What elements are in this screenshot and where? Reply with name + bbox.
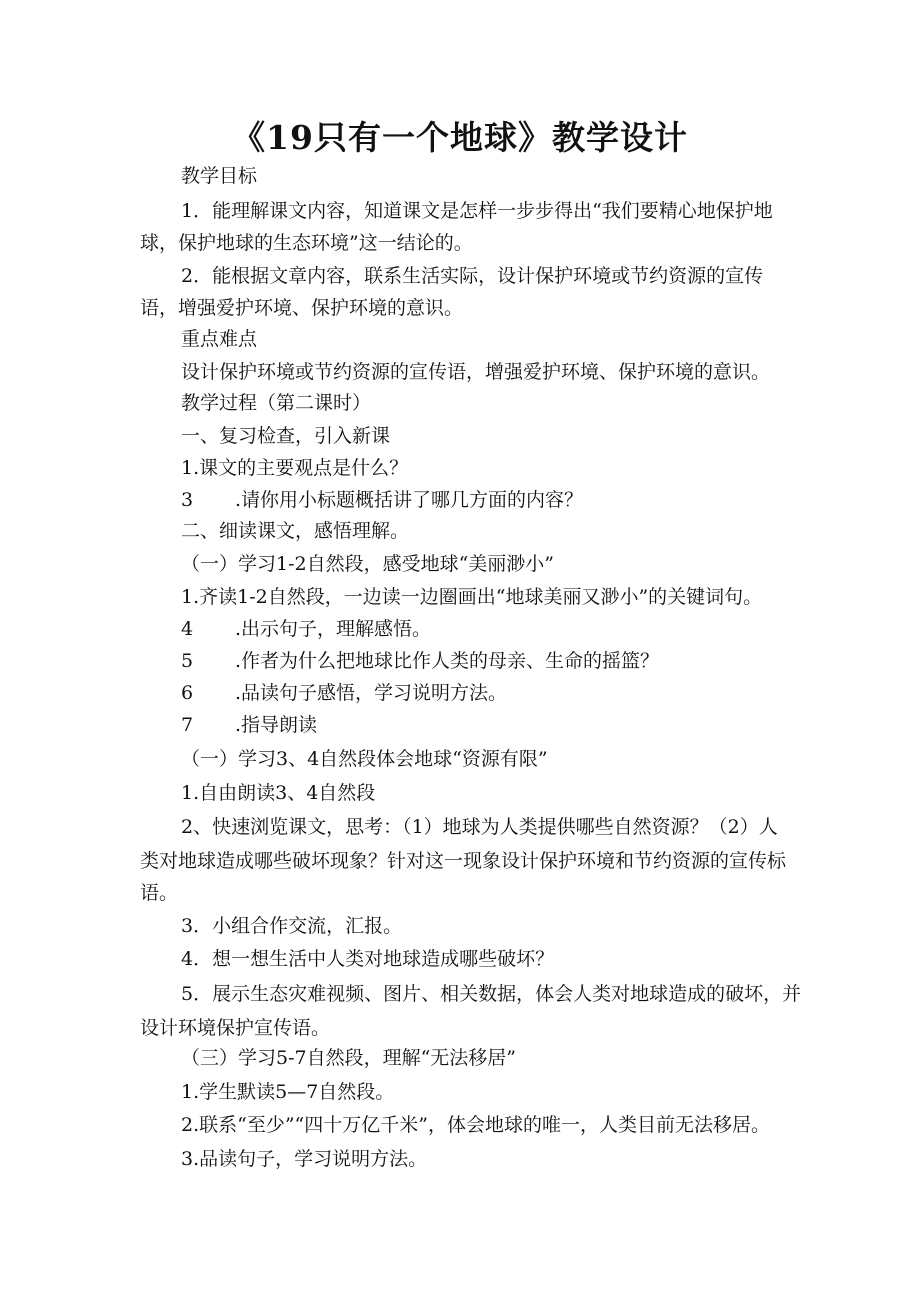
list-item	[181, 713, 317, 737]
paragraph-line: 1．能理解课文内容，知道课文是怎样一步步得出“我们要精心地保护地	[181, 200, 773, 222]
list-item: 3.品读句子，学习说明方法。	[181, 1148, 428, 1170]
list-item-number: 6	[181, 682, 194, 704]
subsection-heading: （一）学习1-2自然段，感受地球“美丽渺小”	[181, 553, 555, 575]
heading-process: 教学过程（第二课时）	[181, 392, 372, 414]
list-item	[181, 681, 507, 705]
list-item-text: .品读句子感悟，学习说明方法。	[235, 682, 508, 704]
list-item	[181, 488, 583, 512]
paragraph-line: 5．展示生态灾难视频、图片、相关数据，体会人类对地球造成的破坏，并	[181, 983, 802, 1005]
paragraph-line: 类对地球造成哪些破坏现象？针对这一现象设计保护环境和节约资源的宣传标	[140, 850, 787, 872]
list-item: 1.学生默读5—7自然段。	[181, 1081, 395, 1103]
list-item-text: .指导朗读	[235, 714, 318, 736]
paragraph-line: 球，保护地球的生态环境”这一结论的。	[140, 232, 473, 254]
list-item: 3．小组合作交流，汇报。	[181, 915, 403, 937]
list-item: 1.齐读1-2自然段，一边读一边圈画出“地球美丽又渺小”的关键词句。	[181, 586, 763, 608]
list-item: 1.自由朗读3、4自然段	[181, 782, 376, 804]
list-item-text: .作者为什么把地球比作人类的母亲、生命的摇篮？	[235, 650, 660, 672]
paragraph-line: 设计环境保护宣传语。	[140, 1017, 331, 1039]
list-item	[181, 617, 431, 641]
paragraph-line: 2．能根据文章内容，联系生活实际，设计保护环境或节约资源的宣传	[181, 265, 764, 287]
list-item: 1.课文的主要观点是什么？	[181, 457, 409, 479]
subsection-heading: （三）学习5-7自然段，理解“无法移居”	[181, 1047, 517, 1069]
list-item-number: 4	[181, 618, 194, 640]
document-title: 《19只有一个地球》教学设计	[232, 118, 688, 157]
heading-key-points: 重点难点	[181, 328, 258, 350]
list-item: 2.联系“至少”“四十万亿千米”，体会地球的唯一，人类目前无法移居。	[181, 1114, 770, 1136]
section-heading: 二、细读课文，感悟理解。	[181, 520, 410, 542]
list-item-number: 3	[181, 489, 194, 511]
subsection-heading: （一）学习3、4自然段体会地球“资源有限”	[181, 748, 548, 770]
paragraph-line: 语，增强爱护环境、保护环境的意识。	[140, 297, 464, 319]
list-item: 4．想一想生活中人类对地球造成哪些破坏？	[181, 948, 555, 970]
section-heading: 一、复习检查，引入新课	[181, 425, 391, 447]
paragraph-line: 语。	[140, 882, 179, 904]
list-item-number: 5	[181, 650, 194, 672]
heading-teaching-goals: 教学目标	[181, 165, 258, 187]
list-item-text: .出示句子，理解感悟。	[235, 618, 432, 640]
list-item-text: .请你用小标题概括讲了哪几方面的内容？	[235, 489, 584, 511]
list-item	[181, 649, 659, 673]
paragraph-line: 设计保护环境或节约资源的宣传语，增强爱护环境、保护环境的意识。	[181, 361, 771, 383]
list-item-number: 7	[181, 714, 194, 736]
paragraph-line: 2、快速浏览课文，思考：（1）地球为人类提供哪些自然资源？（2）人	[181, 816, 778, 838]
